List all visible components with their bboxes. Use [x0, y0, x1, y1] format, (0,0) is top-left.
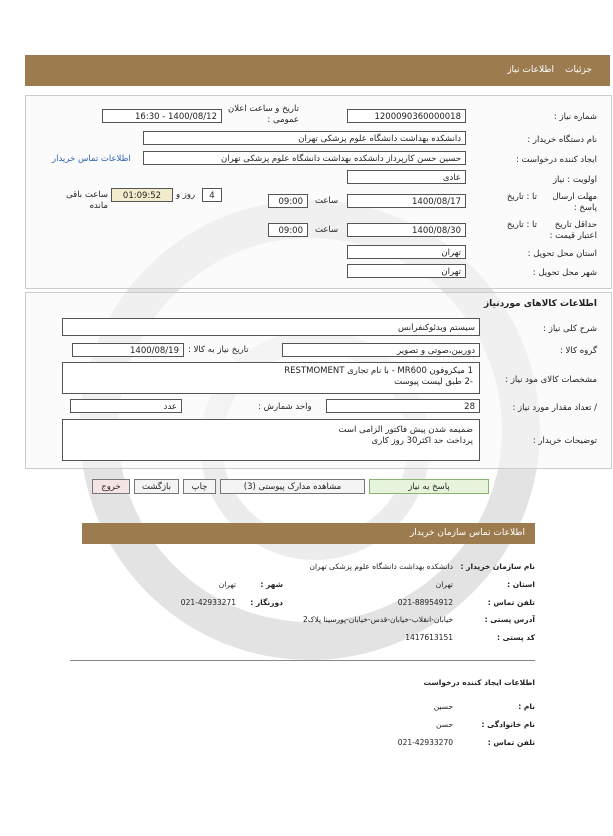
contact-title: اطلاعات تماس سازمان خریدار	[409, 528, 525, 538]
breadcrumb-details[interactable]: جزئیات	[565, 65, 592, 75]
validity-time-field: 09:00	[268, 223, 308, 237]
contact-org-value: دانشکده بهداشت دانشگاه علوم پزشکی تهران	[309, 562, 453, 571]
priority-field: عادی	[347, 170, 466, 184]
exit-button[interactable]: خروج	[92, 479, 130, 494]
description-label: شرح کلی نیاز :	[543, 324, 597, 334]
note-line-1: ضمیمه شدن پیش فاکتور الزامی است	[338, 425, 473, 435]
remaining-time-field: 01:09:52	[111, 188, 173, 202]
reply-button[interactable]: پاسخ به نیاز	[369, 479, 489, 494]
spec-line-2: -2 طبق لیست پیوست	[394, 377, 473, 387]
creator-family-value: حسن	[435, 720, 453, 729]
creator-name-label: نام :	[518, 702, 535, 711]
deadline-date-field: 1400/08/17	[347, 194, 466, 208]
breadcrumb-need-info[interactable]: اطلاعات نیاز	[507, 65, 554, 75]
province-label: استان محل تحویل :	[527, 249, 597, 259]
city-field: تهران	[347, 264, 466, 278]
buyer-org-label: نام دستگاه خریدار :	[527, 135, 597, 145]
unit-field: عدد	[70, 399, 182, 413]
buyer-notes-box	[62, 419, 480, 461]
priority-label: اولویت : نیاز	[552, 175, 597, 185]
province-field: تهران	[347, 245, 466, 259]
buyer-org-field: دانشکده بهداشت دانشگاه علوم پزشکی تهران	[143, 131, 466, 145]
goods-section-title: اطلاعات کالاهای موردنیاز	[483, 299, 597, 309]
need-date-label: تاریخ نیاز به کالا :	[188, 345, 249, 355]
need-date-field: 1400/08/19	[72, 343, 184, 357]
announce-label: تاریخ و ساعت اعلان عمومی :	[227, 104, 299, 125]
creator-name-value: حسین	[433, 702, 453, 711]
goods-group-field: دوربین،صوتی و تصویر	[282, 343, 480, 357]
specs-label: مشخصات کالای مود نیاز :	[505, 375, 597, 385]
validity-until-label: تا : تاریخ	[506, 220, 537, 230]
buyer-notes-label: توضیحات خریدار :	[532, 436, 597, 446]
contact-org-label: نام سازمان خریدار :	[460, 562, 535, 571]
contact-separator	[70, 660, 535, 661]
validity-date-field: 1400/08/30	[347, 223, 466, 237]
contact-address-label: آدرس پستی :	[484, 615, 535, 624]
creator-label: ایجاد کننده درخواست :	[515, 155, 597, 165]
view-attachments-button[interactable]: مشاهده مدارک پیوستی (3)	[220, 479, 365, 494]
contact-fax-label: دورنگار :	[250, 598, 283, 607]
back-button[interactable]: بازگشت	[134, 479, 179, 494]
creator-phone-value: 021-42933270	[397, 738, 453, 747]
validity-time-label: ساعت	[315, 225, 339, 235]
deadline-time-field: 09:00	[268, 194, 308, 208]
contact-province-label: استان :	[507, 580, 535, 589]
quantity-field: 28	[326, 399, 480, 413]
min-validity-label: حداقل تاریخ اعتبار قیمت :	[549, 220, 597, 241]
contact-address-value: خیابان-انقلاب-خیابان-قدس-خیابان-پورسینا پلاک2	[302, 615, 453, 624]
spec-line-1: 1 میکروفون MR600 - با نام تجاری RESTMOMENT	[284, 366, 473, 376]
goods-group-label: گروه کالا :	[559, 346, 597, 356]
deadline-until-label: تا : تاریخ	[506, 192, 537, 202]
city-label: شهر محل تحویل :	[532, 268, 597, 278]
contact-header	[82, 523, 535, 544]
need-number-field: 1200090360000018	[347, 109, 466, 123]
note-line-2: پرداخت حد اکثر30 روز کاری	[371, 436, 473, 446]
specs-box	[62, 362, 480, 394]
contact-city-label: شهر :	[260, 580, 283, 589]
need-number-label: شماره نیاز :	[553, 112, 597, 122]
page-header	[25, 55, 610, 86]
announce-datetime-field: 1400/08/12 - 16:30	[102, 109, 222, 123]
contact-fax-value: 021-42933271	[180, 598, 236, 607]
creator-info-title: اطلاعات ایجاد کننده درخواست	[423, 678, 535, 687]
print-button[interactable]: چاپ	[183, 479, 216, 494]
contact-phone-label: تلفن تماس :	[487, 598, 535, 607]
creator-family-label: نام خانوادگی :	[481, 720, 535, 729]
days-label: روز و	[176, 190, 196, 200]
contact-city-value: تهران	[218, 580, 236, 589]
contact-province-value: تهران	[435, 580, 453, 589]
quantity-label: / تعداد مقدار مورد نیاز :	[512, 403, 597, 413]
contact-phone-value: 021-88954912	[397, 598, 453, 607]
contact-postal-label: کد پستی :	[496, 633, 535, 642]
creator-phone-label: تلفن تماس :	[487, 738, 535, 747]
description-field: سیستم ویدئوکنفرانس	[62, 318, 480, 336]
days-remaining-field: 4	[202, 188, 222, 202]
deadline-label: مهلت ارسال پاسخ :	[552, 192, 597, 213]
unit-label: واحد شمارش :	[258, 402, 312, 412]
buyer-contact-link[interactable]: اطلاعات تماس خریدار	[52, 154, 131, 164]
creator-field: حسین حسن کارپرداز دانشکده بهداشت دانشگاه علوم پزشکی تهران	[143, 151, 466, 165]
deadline-time-label: ساعت	[315, 196, 339, 206]
contact-postal-value: 1417613151	[405, 633, 453, 642]
remaining-label: ساعت باقی مانده	[66, 190, 108, 211]
